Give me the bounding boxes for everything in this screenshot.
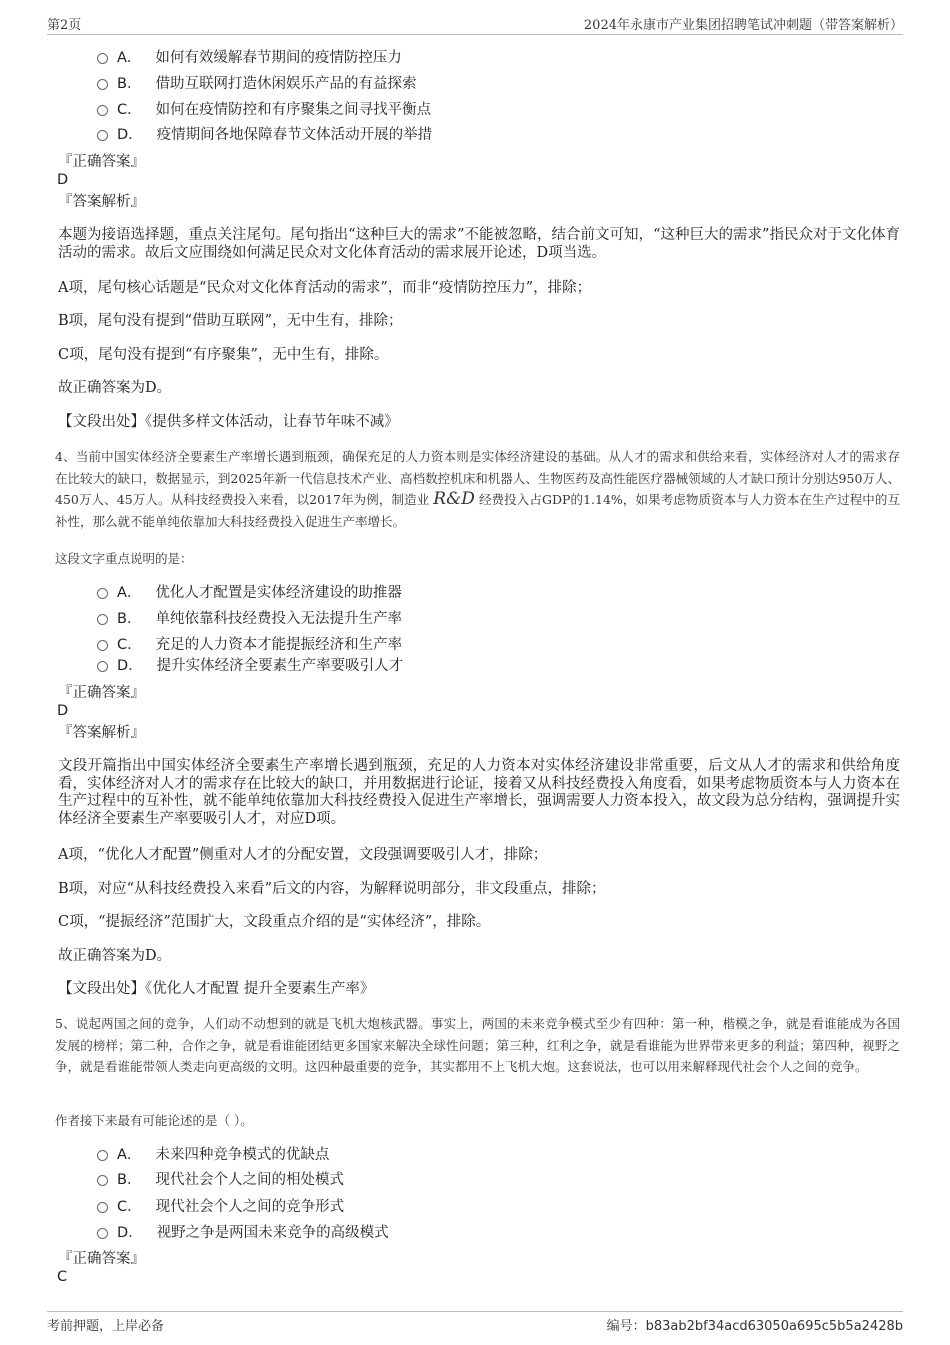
radio-icon[interactable]: [97, 105, 108, 116]
analysis-paragraph: A项，“优化人才配置”侧重对人才的分配安置，文段强调要吸引人才，排除；: [58, 847, 548, 863]
q4-option-d[interactable]: D． 提升实体经济全要素生产率要吸引人才: [97, 657, 403, 675]
q3-option-d[interactable]: D． 疫情期间各地保障春节文体活动开展的举措: [97, 126, 432, 144]
q5-option-b[interactable]: B． 现代社会个人之间的相处模式: [97, 1171, 344, 1189]
radio-icon[interactable]: [97, 53, 108, 64]
analysis-paragraph: B项，对应“从科技经费投入来看”后文的内容，为解释说明部分，非文段重点，排除；: [58, 881, 606, 897]
question-text: 5、说起两国之间的竞争，人们动不动想到的就是飞机大炮核武器。事实上，两国的未来竞争模式至少有四种：第一种，楷模之争，就是看谁能成为各国发展的榜样；第二种，合作之争，就是看谁能团结更多国家来解决全球性问题；第三种，红利之争，就是看谁能为世界带来更多的利益；第四种，视野之争，就是看谁能带领人类走向更高级的文明。这四种最重要的竞争，其实都用不上飞机大炮。这套说法，也可以用来解释现代社会个人之间的竞争。: [55, 1016, 900, 1074]
radio-icon[interactable]: [97, 1228, 108, 1239]
q5-option-c[interactable]: C． 现代社会个人之间的竞争形式: [97, 1198, 344, 1216]
document-title: 2024年永康市产业集团招聘笔试冲刺题（带答案解析）: [583, 18, 903, 33]
analysis-paragraph: 文段开篇指出中国实体经济全要素生产率增长遇到瓶颈，充足的人力资本对实体经济建设非常重要，后文从人才的需求和供给角度看，实体经济对人才的需求存在比较大的缺口，并用数据进行论证，接着又从科技经费投入角度看，如果考虑物质资本与人力资本在生产过程中的互补性，就不能单纯依靠加大科技经费投入促进生产率增长，强调需要人力资本投入，故文段为总分结构，强调提升实体经济全要素生产率要吸引人才，对应D项。: [58, 758, 900, 827]
analysis-paragraph: C项，“提振经济”范围扩大，文段重点介绍的是“实体经济”，排除。: [58, 914, 491, 930]
rd-formula: R&D: [433, 489, 475, 509]
radio-icon[interactable]: [97, 130, 108, 141]
radio-icon[interactable]: [97, 1202, 108, 1213]
analysis-label: 『答案解析』: [58, 194, 145, 210]
analysis-paragraph: A项，尾句核心话题是“民众对文化体育活动的需求”，而非“疫情防控压力”，排除；: [58, 280, 592, 296]
question-text: 4、当前中国实体经济全要素生产率增长遇到瓶颈，确保充足的人力资本则是实体经济建设的基础。从人才的需求和供给来看，实体经济对人才的需求存在比较大的缺口，数据显示，到2025年新一代信息技术产业、高档数控机床和机器人、生物医药及高性能医疗器械领域的人才缺口预计分别达950万人、450万人、45万人。从科技经费投入来看，以2017年为例，制造业 R&D 经费投入占GDP的1.14%，如果考虑物质资本与人力资本在生产过程中的互补性，那么就不能单纯依靠加大科技经费投入促进生产率增长。: [55, 449, 900, 529]
radio-icon[interactable]: [97, 614, 108, 625]
q3-option-c[interactable]: C． 如何在疫情防控和有序聚集之间寻找平衡点: [97, 101, 431, 119]
page-header: [47, 14, 903, 35]
q4-option-c[interactable]: C． 充足的人力资本才能提振经济和生产率: [97, 636, 402, 654]
radio-icon[interactable]: [97, 1150, 108, 1161]
answer-label: 『正确答案』: [58, 1251, 145, 1267]
analysis-paragraph: 本题为接语选择题，重点关注尾句。尾句指出“这种巨大的需求”不能被忽略，结合前文可知，“这种巨大的需求”指民众对于文化体育活动的需求。故后文应围绕如何满足民众对文化体育活动的需求展开论述，D项当选。: [58, 227, 900, 261]
question-stem: 作者接下来最有可能论述的是（ ）。: [55, 1113, 253, 1128]
page-footer: [47, 1311, 903, 1334]
answer-value: D: [57, 703, 69, 719]
q3-option-b[interactable]: B． 借助互联网打造休闲娱乐产品的有益探索: [97, 75, 416, 93]
answer-label: 『正确答案』: [58, 154, 145, 170]
analysis-paragraph: B项，尾句没有提到“借助互联网”，无中生有，排除；: [58, 313, 403, 329]
analysis-paragraph: C项，尾句没有提到“有序聚集”，无中生有，排除。: [58, 347, 389, 363]
document-code: 编号：b83ab2bf34acd63050a695c5b5a2428b: [606, 1319, 903, 1334]
q5-option-d[interactable]: D． 视野之争是两国未来竞争的高级模式: [97, 1224, 389, 1242]
footer-slogan: 考前押题，上岸必备: [47, 1319, 165, 1334]
radio-icon[interactable]: [97, 661, 108, 672]
radio-icon[interactable]: [97, 640, 108, 651]
analysis-paragraph: 故正确答案为D。: [58, 380, 172, 396]
source-citation: 【文段出处】《提供多样文体活动，让春节年味不减》: [58, 414, 399, 430]
q4-option-a[interactable]: A． 优化人才配置是实体经济建设的助推器: [97, 584, 402, 602]
answer-value: C: [57, 1269, 68, 1285]
q5-option-a[interactable]: A． 未来四种竞争模式的优缺点: [97, 1146, 329, 1164]
q3-option-a[interactable]: A． 如何有效缓解春节期间的疫情防控压力: [97, 49, 402, 67]
source-citation: 【文段出处】《优化人才配置 提升全要素生产率》: [58, 981, 375, 997]
radio-icon[interactable]: [97, 79, 108, 90]
q4-option-b[interactable]: B． 单纯依靠科技经费投入无法提升生产率: [97, 610, 402, 628]
question-stem: 这段文字重点说明的是：: [55, 551, 193, 566]
analysis-paragraph: 故正确答案为D。: [58, 948, 172, 964]
radio-icon[interactable]: [97, 588, 108, 599]
radio-icon[interactable]: [97, 1175, 108, 1186]
analysis-label: 『答案解析』: [58, 725, 145, 741]
answer-value: D: [57, 172, 69, 188]
answer-label: 『正确答案』: [58, 685, 145, 701]
page-number: 第2页: [47, 18, 82, 33]
